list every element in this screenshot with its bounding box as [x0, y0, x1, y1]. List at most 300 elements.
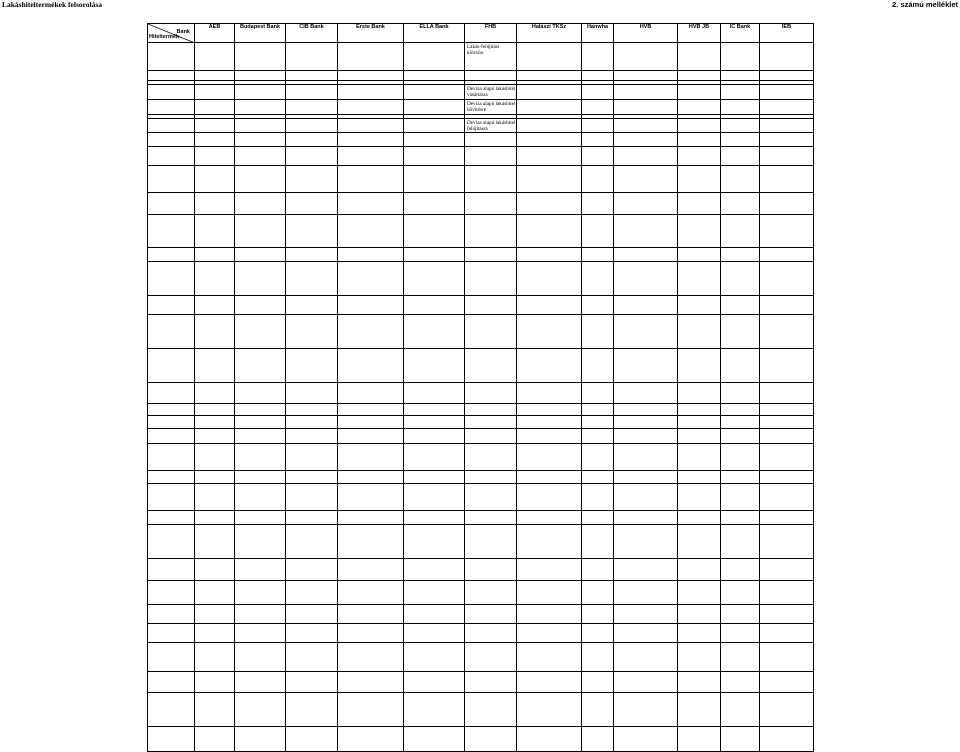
table-cell [195, 349, 235, 383]
table-cell [404, 248, 465, 262]
table-cell [286, 166, 338, 193]
bank-header-hvb: HVB [614, 24, 678, 43]
product-cell [148, 71, 195, 81]
table-cell [582, 643, 614, 672]
table-cell [195, 693, 235, 727]
corner-label-product: Hiteltermék [149, 34, 179, 40]
table-cell [286, 525, 338, 559]
table-cell [235, 383, 286, 404]
table-cell [721, 193, 760, 215]
table-cell [517, 383, 582, 404]
table-cell [614, 444, 678, 471]
table-cell [721, 727, 760, 752]
table-cell [721, 471, 760, 484]
table-cell [760, 643, 814, 672]
table-row [148, 416, 814, 429]
table-cell [195, 248, 235, 262]
table-cell [404, 349, 465, 383]
table-cell [338, 643, 404, 672]
table-row [148, 559, 814, 581]
table-cell [517, 85, 582, 100]
table-cell [721, 444, 760, 471]
fhb-product-note: Deviza alapú lakáshitel felújításra [467, 119, 516, 133]
table-cell [614, 581, 678, 605]
table-cell [614, 166, 678, 193]
table-cell [517, 727, 582, 752]
table-cell [286, 315, 338, 349]
product-cell [148, 581, 195, 605]
table-cell [465, 643, 517, 672]
table-cell [404, 118, 465, 133]
table-cell [614, 559, 678, 581]
table-cell [235, 693, 286, 727]
table-cell [286, 581, 338, 605]
table-cell [582, 118, 614, 133]
table-cell [614, 416, 678, 429]
table-cell [465, 383, 517, 404]
table-cell [721, 248, 760, 262]
table-cell [760, 71, 814, 81]
table-cell [338, 525, 404, 559]
table-cell [338, 672, 404, 693]
product-cell [148, 624, 195, 643]
product-cell [148, 484, 195, 511]
table-cell [760, 727, 814, 752]
table-cell [338, 147, 404, 166]
product-cell [148, 727, 195, 752]
table-cell [235, 71, 286, 81]
table-cell [678, 43, 721, 71]
table-cell [404, 511, 465, 525]
table-cell [338, 248, 404, 262]
table-cell [582, 85, 614, 100]
table-cell [195, 383, 235, 404]
table-cell [614, 296, 678, 315]
product-cell [148, 444, 195, 471]
table-cell [678, 118, 721, 133]
table-cell [195, 416, 235, 429]
table-cell [721, 99, 760, 114]
table-cell [678, 193, 721, 215]
table-cell [195, 315, 235, 349]
table-cell [195, 511, 235, 525]
table-cell [760, 429, 814, 444]
table-cell [286, 429, 338, 444]
table-cell [582, 147, 614, 166]
table-cell [517, 193, 582, 215]
table-cell [678, 383, 721, 404]
table-cell [517, 693, 582, 727]
product-cell [148, 43, 195, 71]
table-cell [338, 624, 404, 643]
table-cell [517, 672, 582, 693]
table-cell [760, 383, 814, 404]
table-cell [721, 559, 760, 581]
table-cell [465, 118, 517, 133]
table-cell [404, 215, 465, 248]
table-cell [235, 624, 286, 643]
table-cell [465, 71, 517, 81]
table-cell [678, 85, 721, 100]
table-cell [235, 471, 286, 484]
table-cell [235, 581, 286, 605]
table-cell [195, 133, 235, 147]
table-cell [465, 672, 517, 693]
table-cell [195, 484, 235, 511]
table-cell [614, 672, 678, 693]
table-cell [760, 118, 814, 133]
table-row [148, 248, 814, 262]
table-cell [286, 444, 338, 471]
table-cell [338, 262, 404, 296]
table-cell [614, 624, 678, 643]
table-cell [721, 672, 760, 693]
table-cell [404, 99, 465, 114]
table-cell [614, 605, 678, 624]
table-cell [235, 484, 286, 511]
table-cell [338, 605, 404, 624]
table-cell [517, 43, 582, 71]
corner-cell [148, 24, 195, 43]
table-cell [678, 693, 721, 727]
table-cell [582, 193, 614, 215]
table-cell [465, 133, 517, 147]
table-cell [195, 43, 235, 71]
table-cell [195, 559, 235, 581]
table-row [148, 511, 814, 525]
table-cell [465, 511, 517, 525]
table-cell [582, 416, 614, 429]
table-cell [614, 349, 678, 383]
table-cell [465, 296, 517, 315]
table-cell [582, 471, 614, 484]
table-row [148, 429, 814, 444]
table-cell [286, 404, 338, 416]
table-cell [338, 429, 404, 444]
table-cell [582, 444, 614, 471]
table-cell [760, 605, 814, 624]
product-cell [148, 349, 195, 383]
table-cell [721, 416, 760, 429]
table-cell [721, 525, 760, 559]
table-cell [760, 133, 814, 147]
table-cell [721, 215, 760, 248]
table-cell [195, 624, 235, 643]
table-cell [721, 429, 760, 444]
table-cell [286, 672, 338, 693]
table-cell [286, 484, 338, 511]
table-cell [286, 511, 338, 525]
table-cell [614, 248, 678, 262]
table-cell [404, 416, 465, 429]
table-row [148, 133, 814, 147]
table-cell [404, 559, 465, 581]
table-row [148, 118, 814, 133]
table-cell [286, 43, 338, 71]
table-cell [721, 118, 760, 133]
table-cell [338, 315, 404, 349]
table-cell [235, 262, 286, 296]
table-cell [678, 296, 721, 315]
table-cell [721, 85, 760, 100]
table-cell [465, 166, 517, 193]
table-cell [517, 315, 582, 349]
table-cell [404, 147, 465, 166]
table-cell [760, 484, 814, 511]
table-cell [338, 404, 404, 416]
table-cell [235, 215, 286, 248]
table-cell [760, 693, 814, 727]
table-cell [338, 85, 404, 100]
table-cell [235, 133, 286, 147]
table-row [148, 444, 814, 471]
table-cell [195, 727, 235, 752]
loan-products-table [147, 23, 814, 752]
table-cell [195, 166, 235, 193]
table-cell [760, 262, 814, 296]
table-cell [721, 693, 760, 727]
bank-header-ieb: IEB [760, 24, 814, 43]
table-cell [338, 349, 404, 383]
table-cell [614, 404, 678, 416]
table-cell [465, 404, 517, 416]
table-cell [517, 559, 582, 581]
product-cell [148, 605, 195, 624]
table-cell [614, 643, 678, 672]
table-cell [286, 643, 338, 672]
table-cell [235, 85, 286, 100]
table-cell [404, 581, 465, 605]
table-cell [614, 315, 678, 349]
table-row [148, 471, 814, 484]
table-cell [195, 262, 235, 296]
table-cell [195, 444, 235, 471]
bank-header-ic-bank: IC Bank [721, 24, 760, 43]
table-cell [760, 215, 814, 248]
table-cell [582, 296, 614, 315]
table-cell [338, 484, 404, 511]
table-cell [760, 581, 814, 605]
table-cell [760, 416, 814, 429]
table-cell [678, 581, 721, 605]
table-cell [404, 193, 465, 215]
table-cell [465, 581, 517, 605]
table-row [148, 43, 814, 71]
table-cell [286, 147, 338, 166]
table-row [148, 262, 814, 296]
table-cell [760, 43, 814, 71]
table-cell [721, 383, 760, 404]
table-cell [235, 605, 286, 624]
table-cell [404, 296, 465, 315]
table-cell [678, 262, 721, 296]
product-cell [148, 471, 195, 484]
table-cell [286, 215, 338, 248]
table-cell [582, 43, 614, 71]
table-cell [614, 147, 678, 166]
table-cell [582, 559, 614, 581]
table-cell [338, 444, 404, 471]
product-cell [148, 672, 195, 693]
product-cell [148, 693, 195, 727]
table-row [148, 349, 814, 383]
table-cell [582, 404, 614, 416]
table-cell [678, 624, 721, 643]
product-cell [148, 416, 195, 429]
table-cell [286, 296, 338, 315]
table-cell [195, 85, 235, 100]
table-cell [582, 605, 614, 624]
table-cell [404, 525, 465, 559]
table-cell [721, 624, 760, 643]
table-cell [235, 727, 286, 752]
table-cell [760, 85, 814, 100]
table-cell [465, 429, 517, 444]
table-cell [195, 193, 235, 215]
table-cell [614, 215, 678, 248]
table-row [148, 147, 814, 166]
table-cell [614, 85, 678, 100]
table-cell [195, 429, 235, 444]
product-cell [148, 511, 195, 525]
table-cell [678, 99, 721, 114]
table-cell [760, 349, 814, 383]
table-cell [286, 349, 338, 383]
table-cell [678, 147, 721, 166]
table-cell [465, 262, 517, 296]
table-cell [614, 383, 678, 404]
table-cell [286, 471, 338, 484]
table-cell [678, 511, 721, 525]
table-cell [517, 429, 582, 444]
bank-header-halaszi-tksz: Halászi TKSz [517, 24, 582, 43]
table-cell [465, 193, 517, 215]
table-cell [678, 166, 721, 193]
table-cell [338, 471, 404, 484]
table-cell [338, 99, 404, 114]
table-row [148, 215, 814, 248]
table-cell [195, 643, 235, 672]
annex-label: 2. számú melléklet [892, 0, 958, 9]
table-cell [517, 349, 582, 383]
bank-header-aeb: ÁÉB [195, 24, 235, 43]
table-cell [517, 471, 582, 484]
table-cell [235, 511, 286, 525]
table-cell [338, 581, 404, 605]
table-cell [582, 525, 614, 559]
table-cell [235, 248, 286, 262]
table-cell [614, 133, 678, 147]
product-cell [148, 262, 195, 296]
table-cell [678, 416, 721, 429]
table-cell [195, 605, 235, 624]
table-cell [678, 559, 721, 581]
table-row [148, 727, 814, 752]
table-cell [404, 672, 465, 693]
table-cell [235, 99, 286, 114]
fhb-product-note: Lakás-felújítási kölcsön [467, 44, 500, 57]
table-cell [678, 248, 721, 262]
table-cell [678, 349, 721, 383]
table-cell [517, 484, 582, 511]
table-cell [465, 349, 517, 383]
table-cell [286, 727, 338, 752]
table-row [148, 484, 814, 511]
bank-header-cib-bank: CIB Bank [286, 24, 338, 43]
bank-header-fhb: FHB [465, 24, 517, 43]
table-cell [404, 404, 465, 416]
table-cell [721, 166, 760, 193]
table-cell [760, 147, 814, 166]
table-cell [338, 133, 404, 147]
table-cell [235, 429, 286, 444]
table-cell [517, 581, 582, 605]
table-row [148, 166, 814, 193]
product-cell [148, 383, 195, 404]
table-cell [235, 559, 286, 581]
table-cell [582, 727, 614, 752]
table-cell [195, 404, 235, 416]
table-cell [465, 727, 517, 752]
table-cell [678, 471, 721, 484]
table-cell [614, 193, 678, 215]
table-cell [338, 511, 404, 525]
table-cell [195, 118, 235, 133]
table-cell [760, 672, 814, 693]
table-cell [678, 484, 721, 511]
table-cell [235, 525, 286, 559]
table-cell [235, 296, 286, 315]
table-cell [582, 166, 614, 193]
table-cell [235, 349, 286, 383]
table-cell [404, 471, 465, 484]
table-cell [582, 429, 614, 444]
table-cell [721, 581, 760, 605]
table-row [148, 693, 814, 727]
table-cell [235, 315, 286, 349]
table-cell [678, 444, 721, 471]
table-cell [465, 559, 517, 581]
table-cell [286, 118, 338, 133]
table-cell [465, 99, 517, 114]
table-cell [338, 383, 404, 404]
product-cell [148, 147, 195, 166]
table-cell [286, 133, 338, 147]
table-cell [517, 215, 582, 248]
table-cell [721, 404, 760, 416]
table-cell [235, 672, 286, 693]
table-cell [760, 444, 814, 471]
table-cell [582, 248, 614, 262]
table-cell [235, 43, 286, 71]
table-cell [286, 85, 338, 100]
table-cell [678, 404, 721, 416]
table-cell [517, 525, 582, 559]
table-cell [338, 71, 404, 81]
bank-header-hanwha: Hanwha [582, 24, 614, 43]
table-cell [517, 416, 582, 429]
table-cell [582, 349, 614, 383]
table-cell [614, 484, 678, 511]
table-cell [404, 71, 465, 81]
table-cell [338, 727, 404, 752]
table-cell [195, 215, 235, 248]
table-cell [404, 605, 465, 624]
table-cell [517, 404, 582, 416]
table-cell [465, 248, 517, 262]
table-cell [465, 484, 517, 511]
table-cell [517, 147, 582, 166]
